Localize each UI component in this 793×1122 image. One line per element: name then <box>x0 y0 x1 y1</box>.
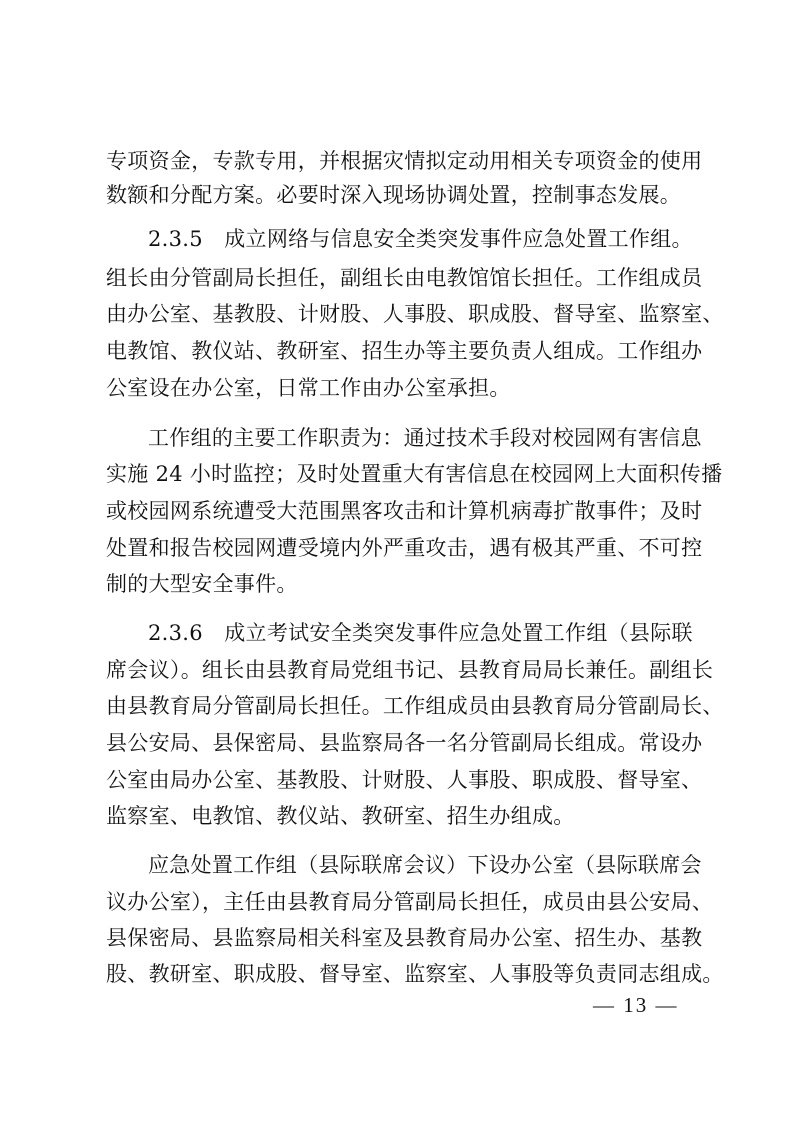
text-line: 公室由局办公室、基教股、计财股、人事股、职成股、督导室、 <box>106 768 703 792</box>
text-line: 席会议）。组长由县教育局党组书记、县教育局局长兼任。副组长 <box>106 658 714 682</box>
text-line: 处置和报告校园网遭受境内外严重攻击，遇有极其严重、不可控 <box>106 536 703 560</box>
text-line: 由办公室、基教股、计财股、人事股、职成股、督导室、监察室、 <box>106 302 724 326</box>
text-line: 组长由分管副局长担任，副组长由电教馆馆长担任。工作组成员 <box>106 266 703 290</box>
section-heading: 2.3.6 成立考试安全类突发事件应急处置工作组（县际联 <box>148 621 693 645</box>
text-line: 县公安局、县保密局、县监察局各一名分管副局长组成。常设办 <box>106 731 703 755</box>
text-line: 股、教研室、职成股、督导室、监察室、人事股等负责同志组成。 <box>106 962 724 986</box>
text-line: 专项资金，专款专用，并根据灾情拟定动用相关专项资金的使用 <box>106 149 703 173</box>
text-line: 实施 24 小时监控；及时处置重大有害信息在校园网上大面积传播 <box>106 462 723 486</box>
section-heading: 2.3.5 成立网络与信息安全类突发事件应急处置工作组。 <box>148 227 693 251</box>
text-line: 公室设在办公室，日常工作由办公室承担。 <box>106 376 511 400</box>
text-line: 电教馆、教仪站、教研室、招生办等主要负责人组成。工作组办 <box>106 339 703 363</box>
text-line: 制的大型安全事件。 <box>106 572 298 596</box>
text-line: 监察室、电教馆、教仪站、教研室、招生办组成。 <box>106 804 575 828</box>
text-line: 议办公室），主任由县教育局分管副局长担任，成员由县公安局、 <box>106 890 714 914</box>
text-line: 县保密局、县监察局相关科室及县教育局办公室、招生办、基教 <box>106 926 703 950</box>
text-line: 由县教育局分管副局长担任。工作组成员由县教育局分管副局长、 <box>106 694 724 718</box>
page-number: — 13 — <box>593 993 679 1017</box>
text-line: 应急处置工作组（县际联席会议）下设办公室（县际联席会 <box>148 853 702 877</box>
text-line: 数额和分配方案。必要时深入现场协调处置，控制事态发展。 <box>106 183 682 207</box>
text-line: 或校园网系统遭受大范围黑客攻击和计算机病毒扩散事件；及时 <box>106 499 703 523</box>
text-line: 工作组的主要工作职责为：通过技术手段对校园网有害信息 <box>148 426 702 450</box>
